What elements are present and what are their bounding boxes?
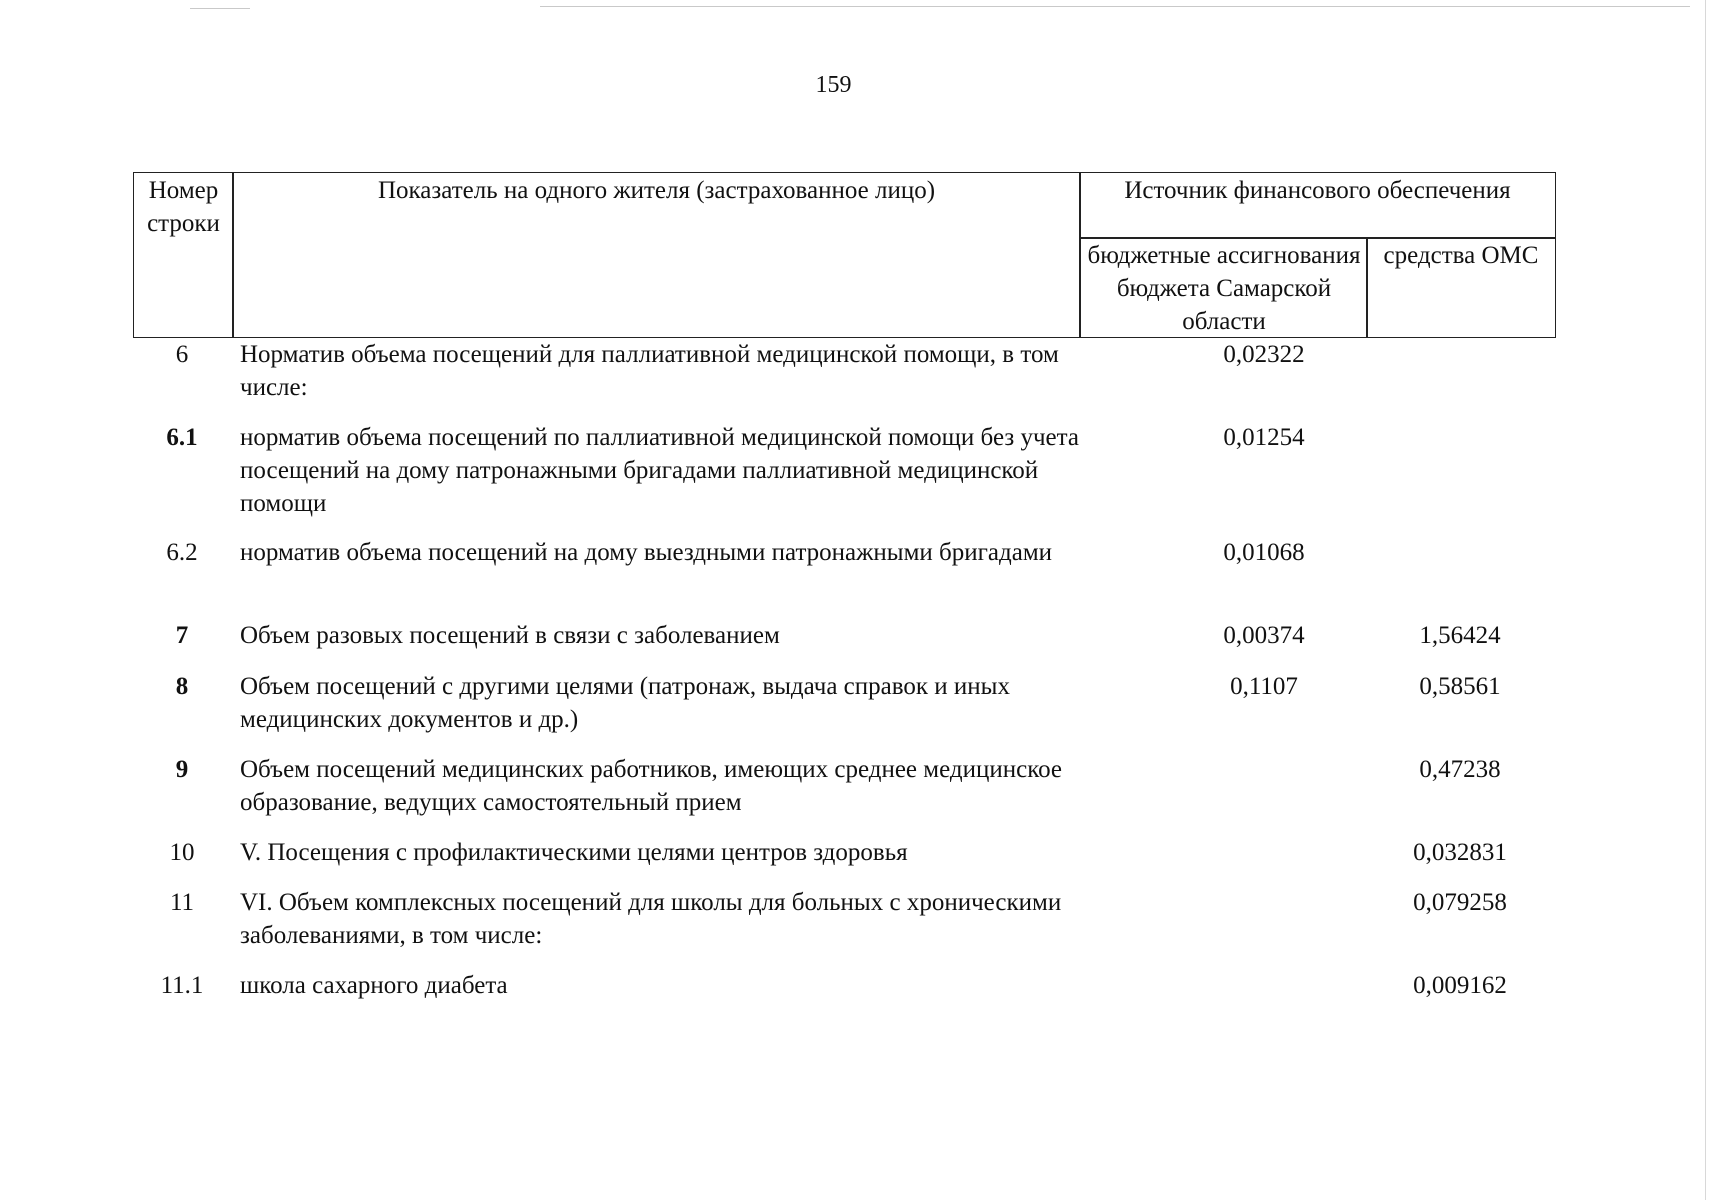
header-number: Номер строки (147, 177, 220, 237)
header-source: Источник финансового обеспечения (1124, 177, 1511, 204)
row-number: 11 (169, 889, 195, 916)
row-indicator: V. Посещения с профилактическими целями центров здоровья (240, 839, 908, 866)
scan-line-top-right (540, 6, 1690, 7)
row-oms-value: 0,58561 (1419, 673, 1501, 700)
page-number: 159 (815, 72, 852, 98)
row-number: 8 (175, 673, 189, 700)
row-oms-value: 0,032831 (1413, 839, 1507, 866)
row-budget-value: 0,00374 (1223, 622, 1305, 649)
row-oms-value: 0,009162 (1413, 972, 1507, 999)
header-oms: средства ОМС (1383, 242, 1539, 269)
row-number: 6.2 (166, 539, 198, 566)
row-indicator: Объем разовых посещений в связи с заболеванием (240, 622, 780, 649)
row-number: 9 (175, 756, 189, 783)
header-budget: бюджетные ассигнования бюджета Самарской области (1087, 242, 1361, 335)
row-budget-value: 0,02322 (1223, 341, 1305, 368)
row-oms-value: 0,47238 (1419, 756, 1501, 783)
row-number: 11.1 (160, 972, 204, 999)
scan-line-top-left (190, 8, 250, 9)
row-number: 6 (175, 341, 189, 368)
row-indicator: Норматив объема посещений для паллиативной медицинской помощи, в том числе: (240, 341, 1059, 401)
row-indicator: норматив объема посещений на дому выездными патронажными бригадами (240, 539, 1053, 566)
row-oms-value: 0,079258 (1413, 889, 1507, 916)
row-number: 7 (175, 622, 189, 649)
row-budget-value: 0,01068 (1223, 539, 1305, 566)
row-number: 6.1 (166, 424, 198, 451)
row-oms-value: 1,56424 (1419, 622, 1501, 649)
row-indicator: Объем посещений с другими целями (патронаж, выдача справок и иных медицинских документов и др.) (240, 673, 1010, 733)
row-budget-value: 0,1107 (1230, 673, 1298, 700)
row-indicator: Объем посещений медицинских работников, имеющих среднее медицинское образование, ведущих самостоятельный прием (240, 756, 1062, 816)
header-indicator: Показатель на одного жителя (застрахованное лицо) (377, 177, 936, 204)
scan-line-right-edge (1705, 0, 1706, 1200)
row-indicator: школа сахарного диабета (240, 972, 508, 999)
row-budget-value: 0,01254 (1223, 424, 1305, 451)
row-number: 10 (169, 839, 195, 866)
row-indicator: VI. Объем комплексных посещений для школы для больных с хроническими заболеваниями, в том числе: (240, 889, 1062, 949)
row-indicator: норматив объема посещений по паллиативной медицинской помощи без учета посещений на дому патронажными бригадами паллиативной медицинской помощи (240, 424, 1079, 517)
